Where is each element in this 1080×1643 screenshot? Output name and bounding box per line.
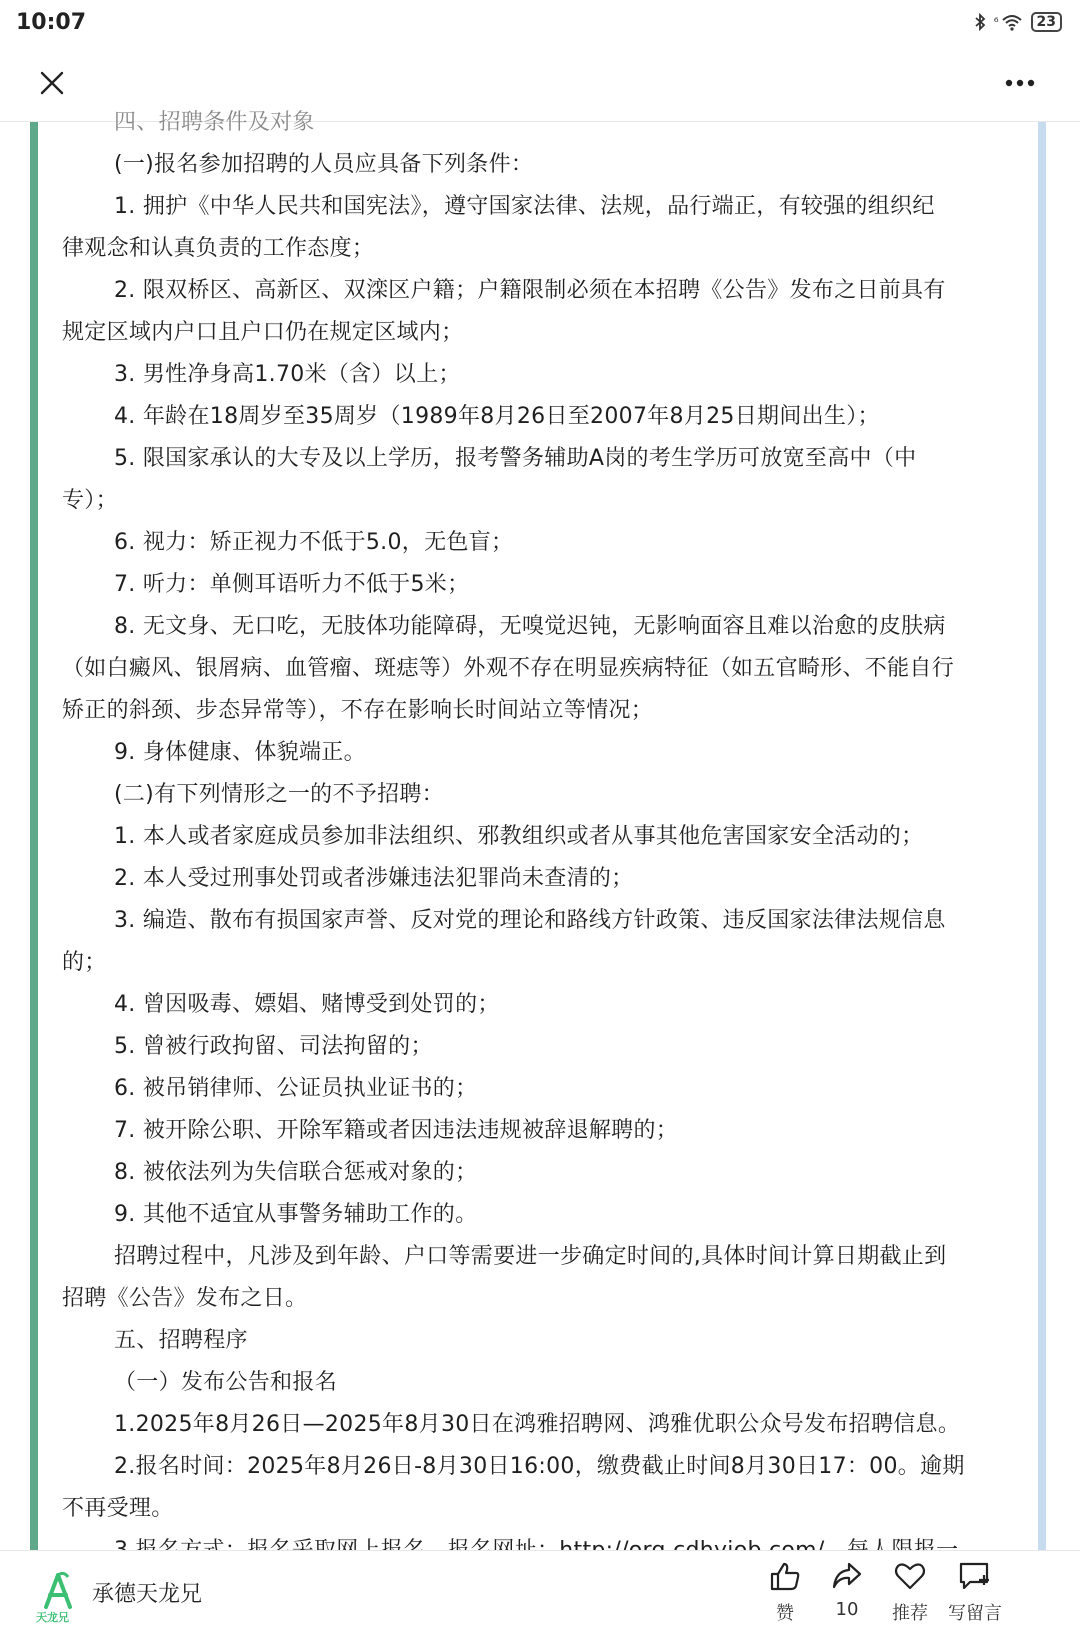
signal-indicator: ⁶ [993, 15, 999, 29]
article-line: 矫正的斜颈、步态异常等），不存在影响长时间站立等情况； [62, 698, 654, 723]
article-line: 2. 限双桥区、高新区、双滦区户籍；户籍限制必须在本招聘《公告》发布之日前具有 [114, 278, 946, 303]
article-line: 不再受理。 [62, 1496, 174, 1521]
article-line: (二)有下列情形之一的不予招聘： [114, 782, 444, 807]
article-line: （一）发布公告和报名 [114, 1370, 338, 1395]
status-time: 10:07 [16, 9, 87, 35]
close-button[interactable] [28, 59, 76, 107]
article-line: 1. 拥护《中华人民共和国宪法》，遵守国家法律、法规，品行端正，有较强的组织纪 [114, 194, 935, 219]
like-label: 赞 [776, 1603, 794, 1624]
article-line: 4. 曾因吸毒、嫖娼、赌博受到处罚的； [114, 992, 500, 1017]
wifi-icon [1001, 13, 1023, 31]
article-line: 6. 视力：矫正视力不低于5.0，无色盲； [114, 530, 514, 555]
article-line: 7. 被开除公职、开除军籍或者因违法违规被辞退解聘的； [114, 1118, 679, 1143]
account-logo-text: 天龙兄 [36, 1611, 69, 1624]
comment-button[interactable] [940, 1561, 1010, 1625]
like-button[interactable] [750, 1561, 820, 1625]
article-line: 8. 无文身、无口吃，无肢体功能障碍，无嗅觉迟钝，无影响面容且难以治愈的皮肤病 [114, 614, 946, 639]
article-line: 五、招聘程序 [114, 1328, 248, 1353]
article-line: 2.报名时间：2025年8月26日-8月30日16:00，缴费截止时间8月30日17：00。逾期 [114, 1454, 965, 1479]
battery-icon: 23 [1031, 12, 1062, 32]
article-line: 招聘过程中，凡涉及到年龄、户口等需要进一步确定时间的,具体时间计算日期截止到 [114, 1244, 947, 1269]
article-line: 3. 男性净身高1.70米（含）以上； [114, 362, 461, 387]
bottom-action-bar [0, 1550, 1080, 1643]
quote-bar-left [30, 122, 38, 1550]
article-line: 9. 其他不适宜从事警务辅助工作的。 [114, 1202, 478, 1227]
article-body [62, 102, 1010, 1572]
article-line: 2. 本人受过刑事处罚或者涉嫌违法犯罪尚未查清的； [114, 866, 634, 891]
share-button[interactable] [812, 1561, 882, 1620]
article-line: 5. 曾被行政拘留、司法拘留的； [114, 1034, 433, 1059]
heart-icon [894, 1561, 926, 1591]
recommend-button[interactable] [875, 1561, 945, 1625]
article-line: 律观念和认真负责的工作态度； [62, 236, 375, 261]
article-line: (一)报名参加招聘的人员应具备下列条件： [114, 152, 534, 177]
article-scroll-area[interactable] [0, 110, 1080, 1550]
status-bar [0, 0, 1080, 44]
article-line: （如白癜风、银屑病、血管瘤、斑痣等）外观不存在明显疾病特征（如五官畸形、不能自行 [62, 656, 955, 681]
close-icon [40, 71, 64, 95]
share-count: 10 [835, 1599, 859, 1620]
more-icon [1005, 79, 1035, 87]
status-icons [974, 12, 1062, 32]
more-button[interactable] [996, 59, 1044, 107]
article-line: 1. 本人或者家庭成员参加非法组织、邪教组织或者从事其他危害国家安全活动的； [114, 824, 924, 849]
share-icon [831, 1561, 863, 1591]
comment-label: 写留言 [948, 1603, 1002, 1624]
article-line: 7. 听力：单侧耳语听力不低于5米； [114, 572, 470, 597]
article-line: 4. 年龄在18周岁至35周岁（1989年8月26日至2007年8月25日期间出生）； [114, 404, 880, 429]
quote-bar-right [1038, 122, 1046, 1550]
article-line: 专）； [62, 488, 118, 513]
article-line-cut-top: 四、招聘条件及对象 [114, 110, 315, 135]
thumb-up-icon [769, 1561, 801, 1591]
article-line: 的； [62, 950, 107, 975]
article-line: 9. 身体健康、体貌端正。 [114, 740, 366, 765]
recommend-label: 推荐 [892, 1603, 928, 1624]
article-line: 1.2025年8月26日—2025年8月30日在鸿雅招聘网、鸿雅优职公众号发布招聘信息。 [114, 1412, 961, 1437]
bluetooth-icon [974, 13, 986, 31]
article-line: 5. 限国家承认的大专及以上学历，报考警务辅助A岗的考生学历可放宽至高中（中 [114, 446, 917, 471]
article-line: 8. 被依法列为失信联合惩戒对象的； [114, 1160, 478, 1185]
article-line: 招聘《公告》发布之日。 [62, 1286, 308, 1311]
account-name[interactable]: 承德天龙兄 [92, 1582, 203, 1607]
comment-icon [958, 1561, 992, 1591]
article-line: 6. 被吊销律师、公证员执业证书的； [114, 1076, 478, 1101]
article-line: 规定区域内户口且户口仍在规定区域内； [62, 320, 464, 345]
article-line: 3. 编造、散布有损国家声誉、反对党的理论和路线方针政策、违反国家法律法规信息 [114, 908, 946, 933]
